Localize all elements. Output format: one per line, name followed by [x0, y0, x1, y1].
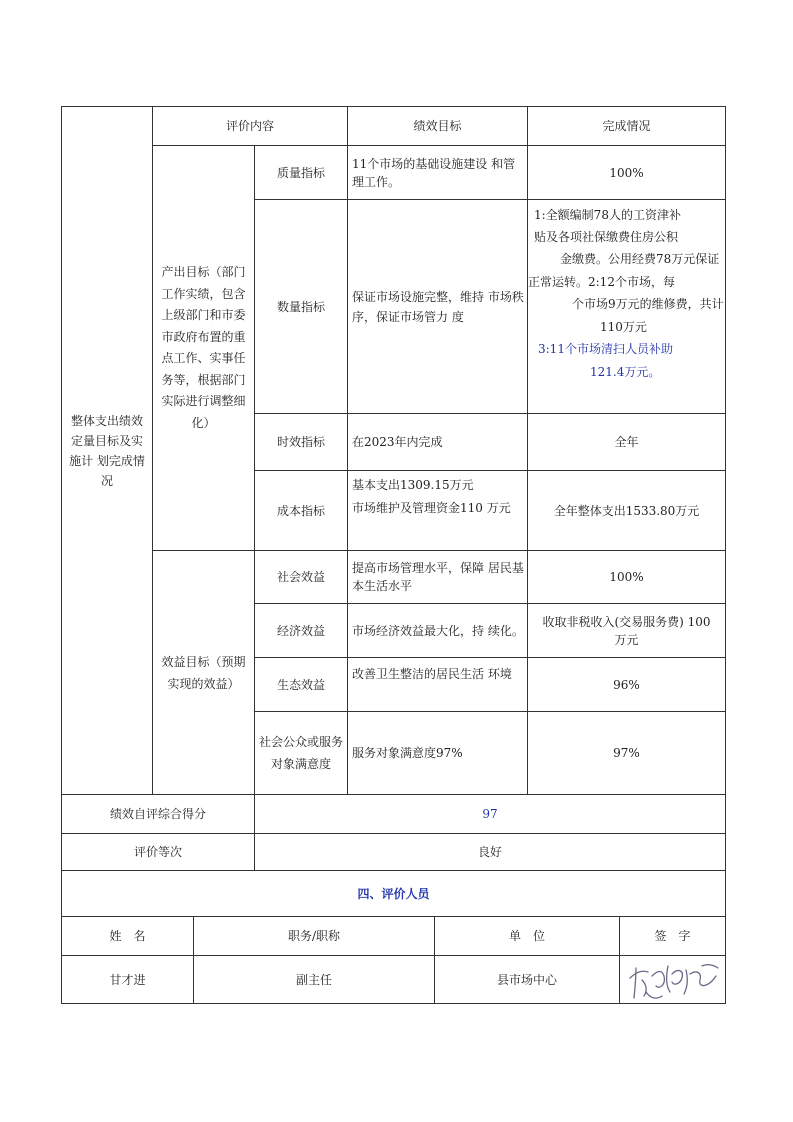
header-status: 完成情况: [602, 119, 651, 133]
col-header-name: 姓 名: [109, 929, 146, 943]
indicator-quantity: 数量指标: [276, 299, 325, 314]
indicator-social: 社会效益: [276, 570, 325, 584]
target-cost: [348, 471, 527, 550]
target-ecological: 改善卫生整洁的居民生活 环境: [352, 667, 512, 681]
reviewers-title: 四、评价人员: [357, 886, 430, 901]
section-label: 整体支出绩效定量目标及实施计 划完成情况: [69, 414, 145, 488]
status-line: 正常运转。2:12个市场，每: [528, 275, 675, 289]
target-cost-line: 基本支出1309.15万元: [352, 478, 474, 492]
status-quality: 100%: [609, 165, 644, 180]
reviewer-unit: 县市场中心: [496, 972, 557, 987]
target-quantity: 保证市场设施完整，维持 市场秩序，保证市场管力 度: [352, 289, 524, 324]
target-social: 提高市场管理水平，保障 居民基本生活水平: [352, 561, 524, 593]
target-satisfaction: 服务对象满意度97%: [352, 746, 463, 760]
status-line: 3:11个市场清扫人员补助: [538, 342, 673, 356]
status-satisfaction: 97%: [613, 746, 640, 760]
reviewer-name: 甘才进: [109, 972, 146, 987]
target-economic: 市场经济效益最大化，持 续化。: [352, 623, 524, 638]
col-line: [152, 106, 153, 795]
status-cost: 全年整体支出1533.80万元: [553, 503, 700, 518]
status-line: 121.4万元。: [590, 365, 661, 379]
col-header-unit: 单 位: [508, 929, 545, 943]
score-value: 97: [482, 807, 498, 821]
target-quality: 11个市场的基础设施建设 和管理工作。: [352, 156, 516, 189]
status-line: 1:全额编制78人的工资津补: [534, 208, 681, 222]
indicator-economic: 经济效益: [276, 623, 325, 638]
indicator-cost: 成本指标: [276, 503, 325, 518]
table-bottom-border: [61, 1003, 726, 1004]
status-social: 100%: [609, 570, 644, 584]
indicator-timeliness: 时效指标: [276, 435, 325, 449]
indicator-quality: 质量指标: [276, 165, 325, 180]
status-line: 个市场9万元的维修费，共计: [572, 297, 724, 311]
indicator-ecological: 生态效益: [276, 677, 325, 692]
status-ecological: 96%: [613, 677, 640, 692]
header-target: 绩效目标: [413, 119, 462, 133]
reviewer-position: 副主任: [295, 972, 332, 987]
grade-label: 评价等次: [133, 845, 182, 859]
handwritten-signature: [622, 958, 724, 1002]
header-content: 评价内容: [225, 119, 274, 133]
status-line: 贴及各项社保缴费住房公积: [534, 230, 679, 244]
indicator-satisfaction: 社会公众或服务对象满意度: [258, 735, 343, 771]
target-timeliness: 在2023年内完成: [352, 435, 443, 449]
grade-value: 良好: [477, 845, 502, 859]
output-group-label: 产出目标（部门工作实绩，包含上级部门和市委市政府布置的重点工作、实事任务等，根据部门实际进行调整细化）: [161, 265, 246, 430]
table-right-border: [725, 106, 726, 1004]
status-timeliness: 全年: [614, 435, 639, 449]
col-header-signature: 签 字: [654, 929, 691, 943]
status-line: 110万元: [600, 320, 647, 334]
status-economic: 收取非税收入(交易服务费) 100万元: [542, 614, 711, 647]
benefit-group-label: 效益目标（预期实现的效益）: [161, 654, 246, 691]
score-label: 绩效自评综合得分: [109, 807, 206, 821]
status-line: 金缴费。公用经费78万元保证: [560, 252, 720, 266]
status-quantity: [528, 200, 725, 413]
col-header-position: 职务/职称: [287, 929, 341, 943]
target-cost-line: 市场维护及管理资金110 万元: [352, 501, 511, 515]
